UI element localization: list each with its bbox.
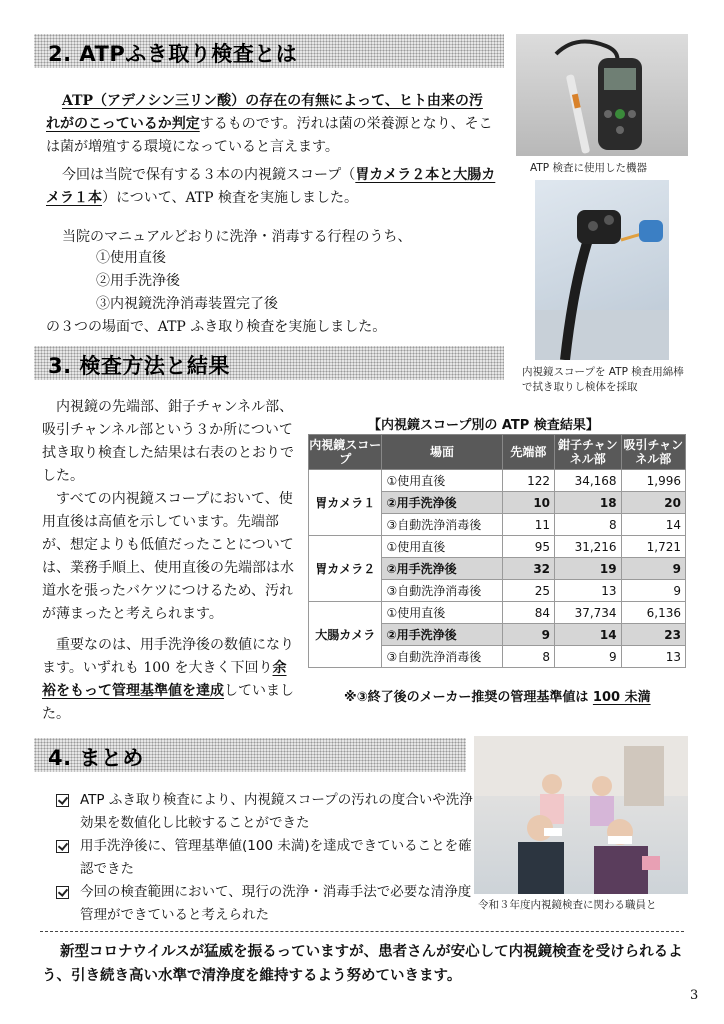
summary-item-2: 用手洗浄後に、管理基準値(100 未満)を達成できていることを確認できた (56, 835, 484, 881)
results-table (308, 434, 686, 668)
table-row: 胃カメラ２ ①使用直後 95 31,216 1,721 (309, 536, 686, 558)
staff-photo (474, 736, 688, 894)
section2-intro: 当院のマニュアルどおりに洗浄・消毒する行程のうち、 (62, 229, 412, 245)
section3-heading-bar (34, 346, 504, 380)
atp-device-illustration (516, 34, 688, 156)
col-scope: 内視鏡スコープ (309, 435, 382, 470)
summary-item-3: 今回の検査範囲において、現行の洗浄・消毒手法で必要な清浄度管理ができていると考えられた (56, 881, 484, 927)
divider (40, 931, 684, 932)
staff-illustration (474, 736, 688, 894)
table-row: ②用手洗浄後 32 19 9 (309, 558, 686, 580)
table-row: 胃カメラ１ ①使用直後 122 34,168 1,996 (309, 470, 686, 492)
staff-photo-caption: 令和３年度内視鏡検査に関わる職員と (478, 899, 657, 911)
atp-device-photo (516, 34, 688, 156)
results-table-title: 【内視鏡スコープ別の ATP 検査結果】 (368, 418, 599, 433)
table-row: 大腸カメラ ①使用直後 84 37,734 6,136 (309, 602, 686, 624)
checkbox-checked-icon (56, 840, 69, 853)
endoscope-illustration (535, 180, 669, 360)
table-row: ③自動洗浄消毒後 25 13 9 (309, 580, 686, 602)
section3-paragraph-3: 重要なのは、用手洗浄後の数値になります。いずれも 100 を大きく下回り余裕をもって管理基準値を達成していました。 (42, 637, 294, 722)
step-1: ①使用直後 (96, 250, 166, 266)
scope-cell: 胃カメラ２ (309, 536, 382, 602)
table-row: ②用手洗浄後 10 18 20 (309, 492, 686, 514)
summary-item-1: ATP ふき取り検査により、内視鏡スコープの汚れの度合いや洗浄効果を数値化し比較することができた (56, 789, 484, 835)
table-header-row (309, 435, 686, 470)
section4-heading: 4. まとめ (48, 746, 144, 770)
atp-device-caption: ATP 検査に使用した機器 (530, 162, 647, 174)
section2-conclusion: の３つの場面で、ATP ふき取り検査を実施しました。 (46, 319, 387, 335)
col-tip: 先端部 (502, 435, 554, 470)
checkbox-checked-icon (56, 886, 69, 899)
col-scene: 場面 (382, 435, 502, 470)
step-2: ②用手洗浄後 (96, 273, 180, 289)
checkbox-checked-icon (56, 794, 69, 807)
section2-heading-bar (34, 34, 504, 68)
col-suction: 吸引チャンネル部 (621, 435, 685, 470)
scope-cell: 胃カメラ１ (309, 470, 382, 536)
section2-paragraph-2: 今回は当院で保有する３本の内視鏡スコープ（胃カメラ２本と大腸カメラ１本）について、ATP 検査を実施しました。 (46, 167, 496, 206)
section2-paragraph-1: ATP（アデノシン三リン酸）の存在の有無によって、ヒト由来の汚れがのこっているか判定するものです。汚れは菌の栄養源となり、そこは菌が増殖する環境になっていると言えます。 (46, 93, 493, 155)
table-note: ※③終了後のメーカー推奨の管理基準値は 100 未満 (344, 690, 651, 705)
closing-message: 新型コロナウイルスが猛威を振るっていますが、患者さんが安心して内視鏡検査を受けられるよう、引き続き高い水準で清浄度を維持するよう努めていきます。 (42, 944, 683, 984)
section3-heading: 3. 検査方法と結果 (48, 354, 230, 378)
section2-heading: 2. ATPふき取り検査とは (48, 42, 298, 66)
page-number: 3 (690, 988, 699, 1003)
endoscope-swab-photo (535, 180, 669, 360)
table-row: ②用手洗浄後 9 14 23 (309, 624, 686, 646)
endoscope-swab-caption: 内視鏡スコープを ATP 検査用綿棒で拭き取りし検体を採取 (522, 366, 684, 393)
section3-paragraph-2: すべての内視鏡スコープにおいて、使用直後は高値を示しています。先端部が、想定よりも低値だったことについては、業務手順上、使用直後の先端部は水道水を張ったバケツにつけるため、汚れが薄まったと考えられます。 (42, 491, 294, 622)
table-row: ③自動洗浄消毒後 11 8 14 (309, 514, 686, 536)
section3-paragraph-1: 内視鏡の先端部、鉗子チャンネル部、吸引チャンネル部という３か所について拭き取り検査した結果は右表のとおりでした。 (42, 399, 294, 484)
table-row: ③自動洗浄消毒後 8 9 13 (309, 646, 686, 668)
section4-heading-bar (34, 738, 466, 772)
scope-cell: 大腸カメラ (309, 602, 382, 668)
step-3: ③内視鏡洗浄消毒装置完了後 (96, 296, 278, 312)
col-forceps: 鉗子チャンネル部 (555, 435, 622, 470)
